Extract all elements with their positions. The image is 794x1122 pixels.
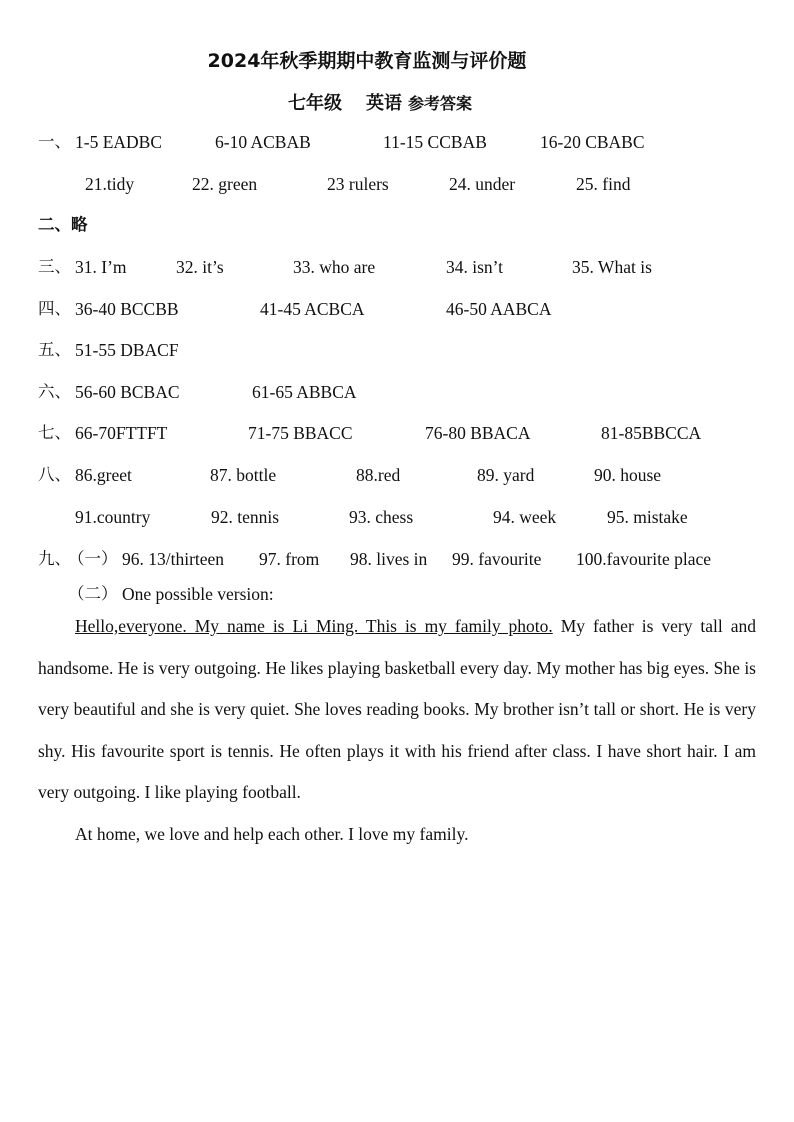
essay-paragraph bbox=[38, 606, 756, 814]
answer-item: 46-50 AABCA bbox=[446, 299, 552, 319]
answer-item: 23 rulers bbox=[327, 174, 389, 194]
section-label: 二、略 bbox=[38, 215, 88, 234]
page-subtitle bbox=[0, 89, 760, 115]
section-label: 九、 bbox=[38, 549, 71, 568]
answer-item: 34. isn’t bbox=[446, 257, 504, 277]
answer-item: 97. from bbox=[259, 549, 320, 569]
answer-item: 66-70FTTFT bbox=[75, 423, 168, 443]
answer-item: 88.red bbox=[356, 465, 401, 485]
answer-item: 61-65 ABBCA bbox=[252, 382, 357, 402]
answer-item: 90. house bbox=[594, 465, 662, 485]
answer-item: 98. lives in bbox=[350, 549, 428, 569]
answer-item: 94. week bbox=[493, 507, 557, 527]
answer-item: 33. who are bbox=[293, 257, 376, 277]
answer-item: 22. green bbox=[192, 174, 258, 194]
answer-item: 36-40 BCCBB bbox=[75, 299, 179, 319]
section-label: 四、 bbox=[38, 299, 71, 318]
answer-item: 35. What is bbox=[572, 257, 652, 277]
answer-item: 87. bottle bbox=[210, 465, 277, 485]
subject-label: 英语 bbox=[365, 93, 402, 114]
version-label: One possible version: bbox=[122, 584, 274, 604]
section-label: 三、 bbox=[38, 257, 71, 276]
answer-item: 41-45 ACBCA bbox=[260, 299, 365, 319]
section-label: 一、 bbox=[38, 132, 71, 151]
answer-item: 96. 13/thirteen bbox=[122, 549, 225, 569]
answer-item: 91.country bbox=[75, 507, 151, 527]
answer-item: 89. yard bbox=[477, 465, 535, 485]
answer-item: 16-20 CBABC bbox=[540, 132, 645, 152]
part-label: （一） bbox=[68, 549, 118, 568]
page-title: 2024年秋季期期中教育监测与评价题 bbox=[207, 50, 527, 72]
section-label: 五、 bbox=[38, 340, 71, 359]
answer-item: 99. favourite bbox=[452, 549, 542, 569]
essay-underlined-opening: Hello,everyone. My name is Li Ming. This is my family photo. bbox=[75, 616, 553, 636]
answer-item: 25. find bbox=[576, 174, 631, 194]
answer-item: 86.greet bbox=[75, 465, 132, 485]
answer-key-label: 参考答案 bbox=[407, 94, 472, 113]
part-label: （二） bbox=[68, 584, 118, 603]
section-label: 六、 bbox=[38, 382, 71, 401]
section-label: 八、 bbox=[38, 465, 71, 484]
section-label: 七、 bbox=[38, 423, 71, 442]
answer-item: 11-15 CCBAB bbox=[383, 132, 487, 152]
grade-label: 七年级 bbox=[287, 93, 342, 114]
answer-item: 93. chess bbox=[349, 507, 414, 527]
essay-closing: At home, we love and help each other. I love my family. bbox=[75, 824, 469, 844]
answer-item: 81-85BBCCA bbox=[601, 423, 702, 443]
answer-item: 71-75 BBACC bbox=[248, 423, 353, 443]
answer-item: 24. under bbox=[449, 174, 516, 194]
answer-item: 56-60 BCBAC bbox=[75, 382, 180, 402]
answer-item: 21.tidy bbox=[85, 174, 135, 194]
answer-item: 6-10 ACBAB bbox=[215, 132, 311, 152]
answer-item: 95. mistake bbox=[607, 507, 688, 527]
answer-item: 51-55 DBACF bbox=[75, 340, 179, 360]
answer-item: 100.favourite place bbox=[576, 549, 712, 569]
answer-item: 92. tennis bbox=[211, 507, 280, 527]
answer-item: 31. I’m bbox=[75, 257, 127, 277]
answer-item: 32. it’s bbox=[176, 257, 224, 277]
answer-item: 76-80 BBACA bbox=[425, 423, 531, 443]
essay-body: My father is very tall and handsome. He is very outgoing. He likes playing basketball every day. My mother has big eyes. She is very beautiful and she is very quiet. She loves reading books. My brother isn’t tall or short. He is very shy. His favourite sport is tennis. He often plays it with his friend after class. I have short hair. I am very outgoing. I like playing football. bbox=[38, 616, 756, 802]
answer-item: 1-5 EADBC bbox=[75, 132, 163, 152]
